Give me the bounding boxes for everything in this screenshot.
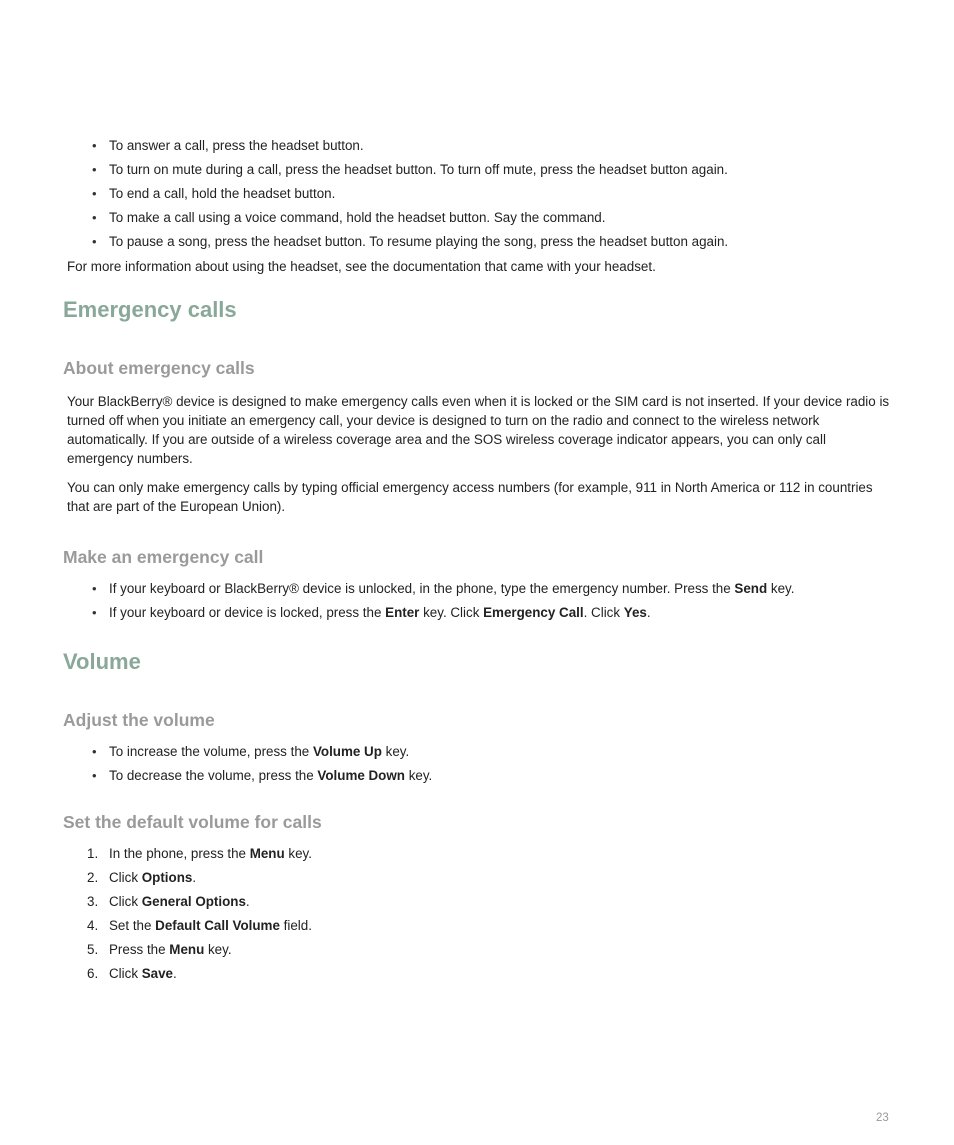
step-number: 4.: [87, 918, 99, 933]
list-item: • To make a call using a voice command, hold the headset button. Say the command.: [0, 210, 900, 234]
list-item: [0, 605, 900, 629]
step-number: 3.: [87, 894, 99, 909]
menu-yes: Yes: [623, 605, 647, 620]
bold-term: General Options: [141, 894, 246, 909]
list-item: • To turn on mute during a call, press the headset button. To turn off mute, press the headset button again.: [0, 162, 900, 186]
key-volume-down: Volume Down: [317, 768, 405, 783]
text: .: [245, 894, 250, 909]
step-item: [0, 966, 900, 990]
list-item: • To pause a song, press the headset button. To resume playing the song, press the headset button again.: [0, 234, 900, 258]
make-emergency-list: [0, 581, 900, 629]
subsection-title-adjust-volume: Adjust the volume: [63, 710, 215, 730]
step-item: [0, 870, 900, 894]
bold-term: Menu: [169, 942, 205, 957]
text: Click: [109, 966, 142, 981]
text: In the phone, press the: [109, 846, 250, 861]
key-enter: Enter: [385, 605, 420, 620]
step-number: 6.: [87, 966, 99, 981]
text: To decrease the volume, press the: [109, 768, 318, 783]
text: Click: [109, 894, 142, 909]
text: key.: [204, 942, 232, 957]
list-item: • To end a call, hold the headset button.: [0, 186, 900, 210]
key-send: Send: [734, 581, 768, 596]
text: To increase the volume, press the: [109, 744, 313, 759]
list-item: [0, 744, 900, 768]
list-item: • To answer a call, press the headset button.: [0, 138, 900, 162]
section-title-volume: Volume: [63, 649, 141, 674]
page-number: 23: [876, 1112, 889, 1124]
text: Press the: [109, 942, 170, 957]
text: key.: [767, 581, 795, 596]
about-emergency-paragraph-1: Your BlackBerry® device is designed to make emergency calls even when it is locked or the SIM card is not inserted. If your device radio is turned off when you initiate an emergency call, your device is designed to turn on the radio and connect to the wireless network automatically. If you are outside of a wireless coverage area and the SOS wireless coverage indicator appears, you can only call emergency numbers.: [67, 394, 890, 466]
text: . Click: [583, 605, 624, 620]
step-item: [0, 846, 900, 870]
text: Click: [109, 870, 142, 885]
list-item: [0, 768, 900, 792]
bold-term: Menu: [249, 846, 285, 861]
adjust-volume-list: [0, 744, 900, 792]
list-item: [0, 581, 900, 605]
about-emergency-paragraph-2: You can only make emergency calls by typing official emergency access numbers (for example, 911 in North America or 112 in countries that are part of the European Union).: [67, 480, 873, 514]
menu-emergency-call: Emergency Call: [483, 605, 584, 620]
headset-button-list: [0, 138, 900, 258]
text: key.: [284, 846, 312, 861]
bold-term: Default Call Volume: [155, 918, 280, 933]
headset-note: For more information about using the headset, see the documentation that came with your headset.: [67, 259, 656, 274]
default-volume-steps: [0, 846, 900, 990]
subsection-title-default-volume: Set the default volume for calls: [63, 812, 322, 832]
text: .: [192, 870, 197, 885]
step-number: 5.: [87, 942, 99, 957]
text: key. Click: [419, 605, 484, 620]
subsection-title-about-emergency: About emergency calls: [63, 358, 255, 378]
bold-term: Options: [141, 870, 193, 885]
text: If your keyboard or BlackBerry® device is unlocked, in the phone, type the emergency number. Press the: [109, 581, 735, 596]
text: .: [173, 966, 177, 981]
bold-term: Save: [141, 966, 174, 981]
step-item: [0, 942, 900, 966]
text: field.: [279, 918, 312, 933]
text: .: [646, 605, 651, 620]
subsection-title-make-emergency: Make an emergency call: [63, 547, 264, 567]
section-title-emergency: Emergency calls: [63, 297, 237, 322]
text: If your keyboard or device is locked, press the: [109, 605, 386, 620]
key-volume-up: Volume Up: [312, 744, 382, 759]
step-number: 2.: [87, 870, 99, 885]
step-number: 1.: [87, 846, 99, 861]
text: Set the: [109, 918, 156, 933]
text: key.: [404, 768, 433, 783]
step-item: [0, 894, 900, 918]
text: key.: [381, 744, 410, 759]
step-item: [0, 918, 900, 942]
